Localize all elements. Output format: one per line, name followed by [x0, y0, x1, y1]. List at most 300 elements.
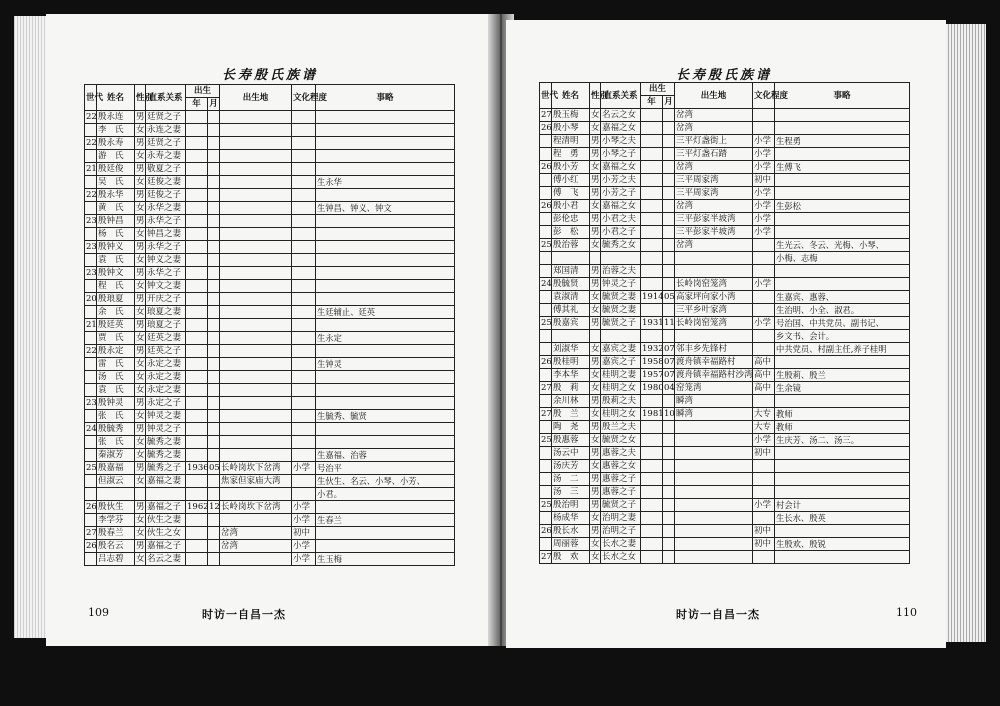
notes-cell: 小梅、志梅 [775, 252, 910, 265]
sex-cell: 男 [136, 346, 145, 356]
sex-cell: 男 [136, 294, 145, 304]
name-cell: 李本华 [552, 369, 590, 382]
generation-cell [85, 332, 97, 345]
education-cell [753, 122, 775, 135]
generation-cell: 25 [541, 500, 552, 510]
sex-cell: 男 [136, 164, 145, 174]
education-cell: 高中 [753, 382, 775, 395]
relation-cell: 嘉福之妻 [146, 475, 186, 488]
birth-year-cell [641, 538, 663, 551]
notes-cell: 生余镜 [775, 382, 910, 395]
generation-cell [85, 449, 97, 462]
education-cell: 小学 [292, 514, 316, 527]
name-cell: 殷永定 [97, 345, 135, 358]
table-row [540, 395, 910, 408]
birth-year-cell [186, 384, 208, 397]
birth-month-cell [208, 319, 220, 332]
notes-cell [316, 436, 455, 449]
generation-cell [85, 202, 97, 215]
notes-cell: 生庆芳、汤二、汤三。 [775, 434, 910, 447]
table-row [540, 343, 910, 356]
name-cell: 周丽蓉 [552, 538, 590, 551]
table-row [85, 228, 455, 241]
birthplace-cell: 三平彭家半坡湾 [675, 213, 753, 226]
name-cell: 殷长水 [552, 525, 590, 538]
generation-cell: 27 [541, 383, 552, 393]
birthplace-cell: 三平周家湾 [675, 174, 753, 187]
birthplace-cell [220, 202, 292, 215]
notes-cell [775, 122, 910, 135]
relation-cell: 毓秀之女 [601, 239, 641, 252]
relation-cell: 琅夏之妻 [146, 306, 186, 319]
relation-cell: 嘉福之子 [146, 540, 186, 553]
relation-cell: 廷贤之子 [146, 111, 186, 124]
relation-cell: 毓秀之妻 [146, 436, 186, 449]
birthplace-cell: 岔湾 [675, 109, 753, 122]
education-cell [753, 395, 775, 408]
generation-cell: 23 [86, 398, 97, 408]
birth-year-cell [641, 174, 663, 187]
name-cell: 袁淑清 [552, 291, 590, 304]
notes-cell: 生长水、殷英 [775, 512, 910, 525]
relation-cell: 桂明之女 [601, 382, 641, 395]
birthplace-cell [220, 358, 292, 371]
header-generation: 世代 [85, 85, 97, 111]
name-cell [552, 330, 590, 343]
education-cell: 初中 [292, 527, 316, 540]
table-row [85, 293, 455, 306]
education-cell [292, 319, 316, 332]
birth-year-cell [186, 306, 208, 319]
education-cell [292, 306, 316, 319]
birth-month-cell [208, 397, 220, 410]
table-row [540, 421, 910, 434]
name-cell: 殷永寿 [97, 137, 135, 150]
birthplace-cell [220, 241, 292, 254]
birth-month-cell [208, 345, 220, 358]
sex-cell: 女 [136, 125, 145, 135]
birth-month-cell [208, 150, 220, 163]
notes-cell [316, 137, 455, 150]
table-row [540, 538, 910, 551]
notes-cell: 生廷辅止、廷英 [316, 306, 455, 319]
table-row [85, 280, 455, 293]
education-cell: 小学 [753, 278, 775, 291]
relation-cell: 嘉福之女 [601, 200, 641, 213]
notes-cell: 生毓秀、毓贤 [316, 410, 455, 423]
education-cell: 小学 [753, 226, 775, 239]
sex-cell: 男 [591, 357, 600, 367]
birth-year-cell: 1932 [642, 344, 664, 354]
name-cell: 程清明 [552, 135, 590, 148]
sex-cell: 女 [136, 255, 145, 265]
birthplace-cell: 岔湾 [675, 239, 753, 252]
name-cell: 殷桂明 [552, 356, 590, 369]
relation-cell: 永定之妻 [146, 371, 186, 384]
relation-cell: 钟文之妻 [146, 280, 186, 293]
education-cell [292, 410, 316, 423]
sex-cell: 女 [136, 203, 145, 213]
education-cell [292, 345, 316, 358]
birth-month-cell [208, 514, 220, 527]
education-cell: 初中 [753, 538, 775, 551]
education-cell [292, 111, 316, 124]
table-row [540, 486, 910, 499]
name-cell: 雷 氏 [97, 358, 135, 371]
sex-cell: 男 [136, 398, 145, 408]
notes-cell: 中共党员、村副主任,养子桂明 [775, 343, 910, 356]
table-row [85, 137, 455, 150]
birth-year-cell [641, 512, 663, 525]
table-row [85, 215, 455, 228]
generation-cell [85, 553, 97, 566]
birth-month-cell: 10 [664, 409, 675, 419]
education-cell: 小学 [292, 462, 316, 475]
birth-month-cell [663, 174, 675, 187]
name-cell: 汤 三 [552, 486, 590, 499]
header-notes: 事略 [316, 85, 455, 111]
relation-cell: 小君之子 [601, 226, 641, 239]
relation-cell: 嘉宾之子 [601, 356, 641, 369]
notes-cell [775, 148, 910, 161]
notes-cell [316, 397, 455, 410]
relation-cell: 廷英之子 [146, 345, 186, 358]
relation-cell: 嘉福之女 [601, 122, 641, 135]
table-row [540, 148, 910, 161]
birthplace-cell: 渡舟镇幸福路村沙湾 [676, 370, 753, 380]
table-row [540, 317, 910, 330]
generation-cell: 25 [86, 463, 97, 473]
header-name: 姓名 [97, 85, 135, 111]
name-cell: 殷钟文 [97, 267, 135, 280]
relation-cell: 小君之夫 [601, 213, 641, 226]
name-cell: 殷 莉 [552, 382, 590, 395]
birthplace-cell: 长岭岗坎下岔湾 [220, 462, 292, 475]
page-footer: 时访一自昌一杰 [202, 608, 286, 621]
relation-cell: 毓秀之妻 [146, 449, 186, 462]
sex-cell: 女 [136, 528, 145, 538]
table-row [85, 189, 455, 202]
notes-cell [316, 384, 455, 397]
name-cell: 秦淑芳 [97, 449, 135, 462]
education-cell [292, 358, 316, 371]
name-cell: 殷治明 [552, 499, 590, 512]
education-cell [753, 460, 775, 473]
education-cell [292, 423, 316, 436]
table-row [85, 462, 455, 475]
table-row [540, 304, 910, 317]
birthplace-cell: 岔湾 [675, 161, 753, 174]
birthplace-cell: 高家坪向家小湾 [675, 291, 753, 304]
generation-cell [540, 395, 552, 408]
relation-cell: 钟昌之妻 [146, 228, 186, 241]
header-month: 月 [664, 97, 673, 107]
sex-cell: 女 [591, 201, 600, 211]
birthplace-cell [220, 306, 292, 319]
name-cell: 陶 尧 [552, 421, 590, 434]
birth-month-cell: 12 [209, 502, 220, 512]
name-cell [97, 488, 135, 501]
education-cell [753, 486, 775, 499]
birthplace-cell: 焦家但家庙大湾 [220, 475, 292, 488]
relation-cell: 毓贤之子 [601, 499, 641, 512]
birthplace-cell [220, 163, 292, 176]
notes-cell [775, 486, 910, 499]
relation-cell: 惠蓉之子 [601, 473, 641, 486]
education-cell: 初中 [753, 174, 775, 187]
education-cell [753, 330, 775, 343]
name-cell: 吕志碧 [97, 553, 135, 566]
sex-cell: 女 [136, 554, 145, 564]
generation-cell [85, 280, 97, 293]
education-cell [292, 176, 316, 189]
birth-year-cell [641, 499, 663, 512]
birth-month-cell [208, 293, 220, 306]
table-row [540, 226, 910, 239]
birthplace-cell [220, 436, 292, 449]
sex-cell: 女 [136, 281, 145, 291]
education-cell: 小学 [753, 148, 775, 161]
education-cell [292, 254, 316, 267]
relation-cell: 长水之女 [601, 551, 641, 564]
header-birthplace: 出生地 [220, 85, 292, 111]
table-row [85, 397, 455, 410]
birth-month-cell [208, 436, 220, 449]
birthplace-cell [675, 525, 753, 538]
birthplace-cell [220, 111, 292, 124]
birth-month-cell [663, 486, 675, 499]
birthplace-cell: 长岭岗坎下岔湾 [220, 501, 292, 514]
sex-cell: 女 [591, 539, 600, 549]
birthplace-cell [220, 345, 292, 358]
notes-cell: 教师 [775, 408, 910, 421]
table-row [85, 150, 455, 163]
page-footer: 时访一自昌一杰 [676, 608, 760, 621]
name-cell: 李 氏 [97, 124, 135, 137]
sex-cell [135, 488, 146, 501]
notes-cell [316, 163, 455, 176]
education-cell [753, 252, 775, 265]
education-cell [753, 304, 775, 317]
generation-cell [85, 254, 97, 267]
birth-month-cell [663, 473, 675, 486]
education-cell: 初中 [753, 525, 775, 538]
header-relation: 直系关系 [146, 85, 186, 111]
notes-cell: 生伙生、名云、小琴、小芳、 [316, 475, 455, 488]
generation-cell [540, 460, 552, 473]
notes-cell: 生殷欢、殷锐 [775, 538, 910, 551]
birth-month-cell [663, 213, 675, 226]
birth-month-cell [663, 109, 675, 122]
notes-cell: 生永定 [316, 332, 455, 345]
birthplace-cell [220, 514, 292, 527]
notes-cell [775, 213, 910, 226]
birthplace-cell [220, 553, 292, 566]
birth-year-cell [641, 213, 663, 226]
table-row [85, 163, 455, 176]
birthplace-cell [675, 473, 753, 486]
birthplace-cell [220, 176, 292, 189]
birthplace-cell [220, 332, 292, 345]
generation-cell: 21 [86, 164, 97, 174]
generation-cell: 26 [541, 123, 552, 133]
generation-cell: 22 [86, 138, 97, 148]
birth-month-cell [208, 254, 220, 267]
table-row [85, 319, 455, 332]
birthplace-cell: 长岭岗窑笼湾 [675, 278, 753, 291]
sex-cell: 男 [591, 227, 600, 237]
education-cell: 小学 [753, 317, 775, 330]
name-cell: 殷钟昌 [97, 215, 135, 228]
notes-cell [316, 423, 455, 436]
birthplace-cell [220, 488, 292, 501]
birth-year-cell [186, 527, 208, 540]
education-cell [292, 280, 316, 293]
relation-cell: 永华之妻 [146, 202, 186, 215]
header-year: 年 [641, 96, 663, 109]
birth-month-cell [208, 384, 220, 397]
name-cell: 贾 氏 [97, 332, 135, 345]
table-row [85, 514, 455, 527]
notes-cell [316, 319, 455, 332]
birth-year-cell [186, 228, 208, 241]
table-row [540, 239, 910, 252]
table-row [85, 358, 455, 371]
generation-cell [85, 228, 97, 241]
birth-year-cell: 1957 [642, 370, 664, 380]
birthplace-cell [675, 421, 753, 434]
relation-cell: 伙生之女 [146, 527, 186, 540]
generation-cell: 23 [86, 242, 97, 252]
birth-month-cell [663, 200, 675, 213]
education-cell [292, 293, 316, 306]
name-cell: 袁 氏 [97, 254, 135, 267]
birth-month-cell [663, 148, 675, 161]
education-cell: 小学 [753, 213, 775, 226]
name-cell: 李学芬 [97, 514, 135, 527]
birthplace-cell: 岔湾 [675, 200, 753, 213]
birthplace-cell: 岔湾 [675, 122, 753, 135]
education-cell [292, 189, 316, 202]
birthplace-cell [220, 254, 292, 267]
birth-month-cell [663, 447, 675, 460]
notes-cell: 生程勇 [775, 135, 910, 148]
relation-cell: 小琴之夫 [601, 135, 641, 148]
sex-cell: 男 [591, 188, 600, 198]
header-year: 年 [186, 98, 208, 111]
birth-year-cell [641, 239, 663, 252]
birth-year-cell [186, 124, 208, 137]
birthplace-cell: 瞬湾 [675, 395, 753, 408]
generation-cell [540, 512, 552, 525]
education-cell [292, 228, 316, 241]
birthplace-cell [675, 512, 753, 525]
birth-year-cell [186, 111, 208, 124]
notes-cell [316, 501, 455, 514]
relation-cell: 琅夏之子 [146, 319, 186, 332]
birth-year-cell [641, 122, 663, 135]
birth-month-cell [208, 475, 220, 488]
page-number: 110 [896, 606, 917, 619]
generation-cell: 24 [86, 424, 97, 434]
generation-cell: 27 [541, 409, 552, 419]
education-cell: 小学 [753, 200, 775, 213]
birth-month-cell: 07 [664, 344, 675, 354]
birth-month-cell [663, 538, 675, 551]
education-cell: 小学 [753, 187, 775, 200]
education-cell [292, 371, 316, 384]
relation-cell: 永定之妻 [146, 358, 186, 371]
relation-cell: 名云之女 [601, 109, 641, 122]
birth-year-cell [641, 525, 663, 538]
birth-year-cell [186, 319, 208, 332]
education-cell [292, 124, 316, 137]
education-cell [292, 384, 316, 397]
relation-cell: 毓贤之妻 [601, 291, 641, 304]
sex-cell: 女 [136, 476, 145, 486]
header-birth: 出生 [186, 85, 220, 98]
table-row [85, 176, 455, 189]
name-cell: 郑国清 [552, 265, 590, 278]
relation-cell: 桂明之妻 [601, 369, 641, 382]
table-row [85, 540, 455, 553]
education-cell [292, 449, 316, 462]
birthplace-cell [220, 150, 292, 163]
generation-cell: 26 [86, 541, 97, 551]
table-row [540, 213, 910, 226]
table-row [540, 460, 910, 473]
generation-cell [540, 226, 552, 239]
birthplace-cell [675, 551, 753, 564]
birth-month-cell [208, 280, 220, 293]
education-cell: 初中 [753, 447, 775, 460]
birth-month-cell [208, 540, 220, 553]
notes-cell [775, 525, 910, 538]
table-row [85, 202, 455, 215]
notes-cell [316, 241, 455, 254]
generation-cell [85, 410, 97, 423]
sex-cell: 男 [136, 242, 145, 252]
education-cell: 大专 [753, 408, 775, 421]
birth-year-cell [641, 226, 663, 239]
birth-year-cell [641, 200, 663, 213]
generation-cell: 23 [86, 268, 97, 278]
name-cell: 汤 氏 [97, 371, 135, 384]
birth-year-cell [641, 447, 663, 460]
birth-month-cell [663, 330, 675, 343]
notes-cell: 教师 [775, 421, 910, 434]
birth-month-cell [208, 371, 220, 384]
birthplace-cell: 岔湾 [220, 540, 292, 553]
table-row [540, 369, 910, 382]
name-cell: 余川林 [552, 395, 590, 408]
birth-year-cell [641, 148, 663, 161]
generation-cell: 26 [541, 526, 552, 536]
education-cell: 小学 [753, 434, 775, 447]
table-row [85, 332, 455, 345]
sex-cell: 男 [591, 149, 600, 159]
table-row [85, 306, 455, 319]
relation-cell: 廷俊之妻 [146, 176, 186, 189]
education-cell [292, 150, 316, 163]
birth-month-cell [208, 488, 220, 501]
table-row [540, 434, 910, 447]
notes-cell [775, 265, 910, 278]
generation-cell: 22 [86, 112, 97, 122]
sex-cell: 男 [591, 136, 600, 146]
birth-year-cell: 1931 [642, 318, 664, 328]
name-cell: 殷钟义 [97, 241, 135, 254]
